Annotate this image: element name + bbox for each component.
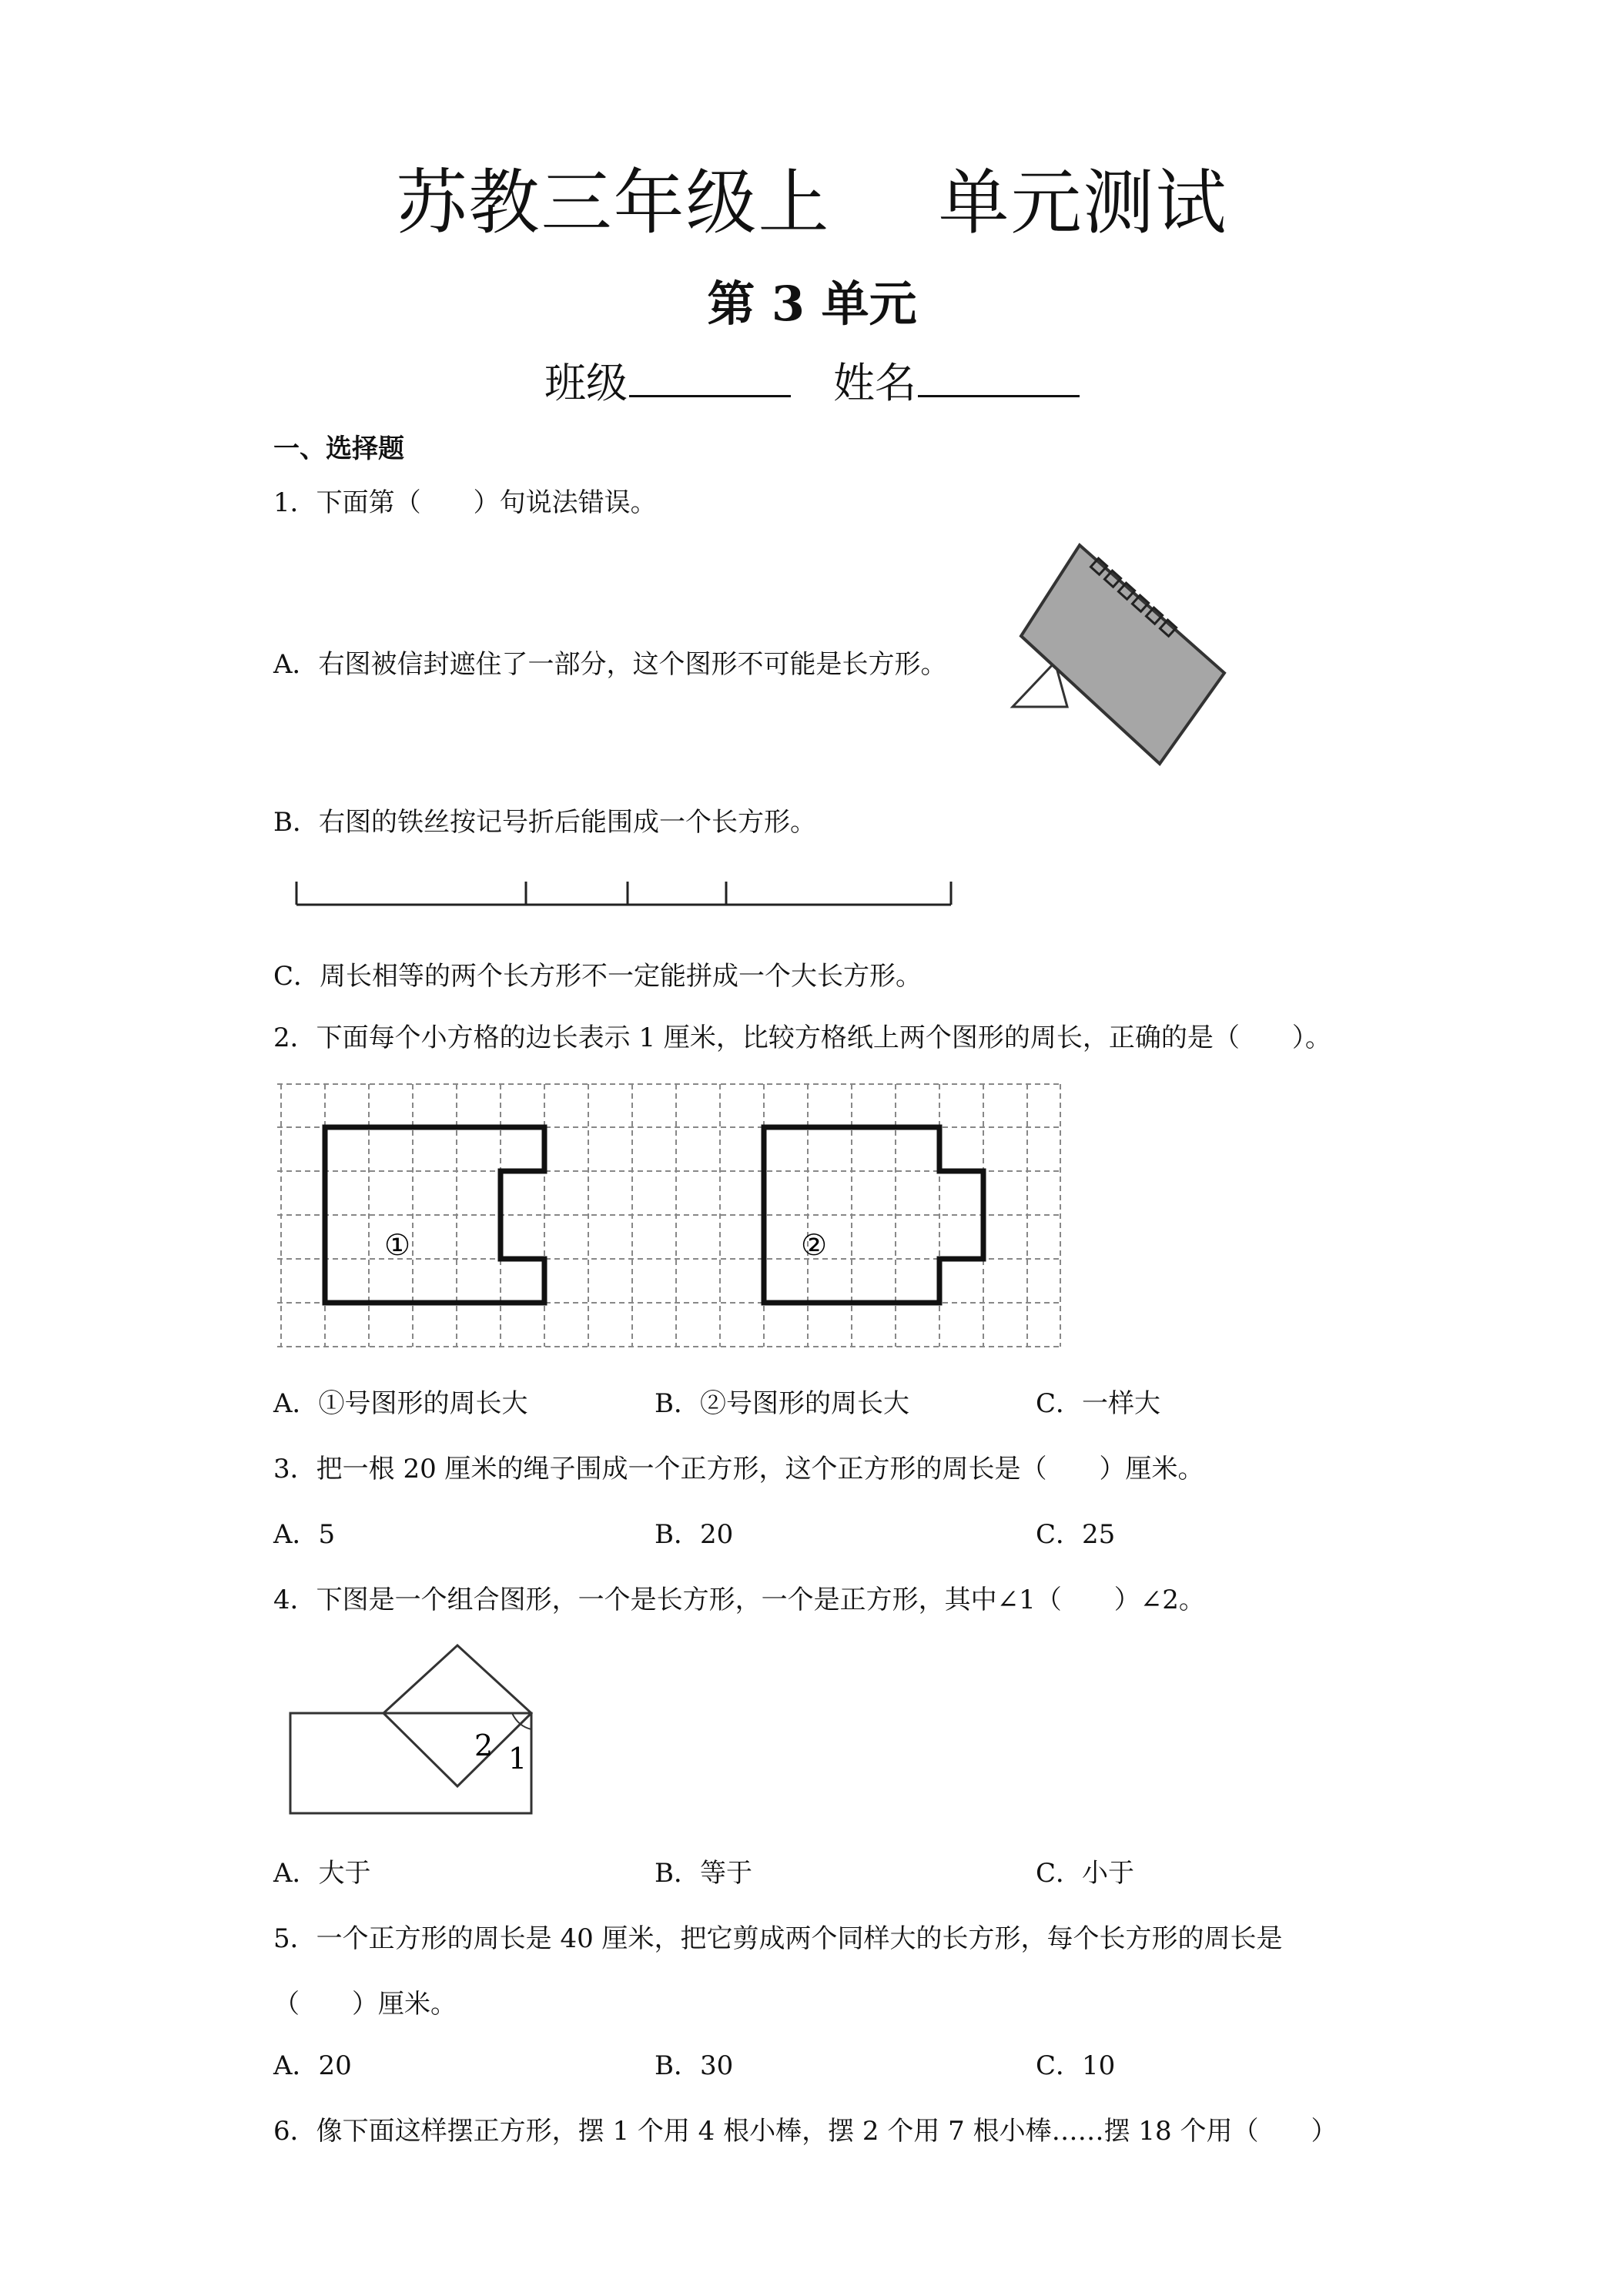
question-5-stem-line1: 5．一个正方形的周长是 40 厘米，把它剪成两个同样大的长方形，每个长方形的周长是 bbox=[273, 1923, 1283, 1954]
question-3-option-a: A．5 bbox=[273, 1519, 336, 1550]
class-label: 班级 bbox=[544, 359, 628, 407]
name-blank[interactable] bbox=[918, 360, 1080, 397]
angle-1-label: 1 bbox=[508, 1742, 527, 1776]
question-6-stem: 6．像下面这样摆正方形，摆 1 个用 4 根小棒，摆 2 个用 7 根小棒……摆 18 个用（ ） bbox=[273, 2116, 1338, 2147]
question-1-option-b: B．右图的铁丝按记号折后能围成一个长方形。 bbox=[273, 807, 816, 838]
question-3-stem: 3．把一根 20 厘米的绳子围成一个正方形，这个正方形的周长是（ ）厘米。 bbox=[273, 1454, 1204, 1484]
section-heading: 一、选择题 bbox=[273, 433, 404, 464]
question-4-option-c: C．小于 bbox=[1036, 1858, 1135, 1889]
question-5-stem-line2: （ ）厘米。 bbox=[273, 1989, 457, 2020]
question-1-option-a: A．右图被信封遮住了一部分，这个图形不可能是长方形。 bbox=[273, 649, 947, 680]
title-right: 单元测试 bbox=[938, 162, 1228, 244]
question-1-option-c: C．周长相等的两个长方形不一定能拼成一个大长方形。 bbox=[273, 961, 922, 992]
unit-subtitle: 第 3 单元 bbox=[707, 276, 917, 332]
class-name-line bbox=[0, 350, 1624, 410]
name-label: 姓名 bbox=[833, 359, 916, 407]
question-2-stem: 2．下面每个小方格的边长表示 1 厘米，比较方格纸上两个图形的周长，正确的是（ ）。 bbox=[273, 1022, 1331, 1053]
page-title bbox=[0, 146, 1624, 248]
question-3-option-c: C．25 bbox=[1036, 1519, 1116, 1550]
envelope-shape bbox=[1021, 545, 1224, 764]
question-5-option-c: C．10 bbox=[1036, 2050, 1116, 2081]
question-5-option-a: A．20 bbox=[273, 2050, 352, 2081]
question-2-option-c: C．一样大 bbox=[1036, 1388, 1161, 1419]
question-4-option-b: B．等于 bbox=[655, 1858, 752, 1889]
question-3-option-b: B．20 bbox=[655, 1519, 734, 1550]
wire-marks bbox=[296, 882, 951, 905]
question-2-option-a: A．①号图形的周长大 bbox=[273, 1388, 528, 1419]
grid-figure bbox=[277, 1078, 1066, 1355]
question-2-option-b: B．②号图形的周长大 bbox=[655, 1388, 909, 1419]
wire-figure bbox=[289, 874, 959, 912]
grid-lines bbox=[277, 1084, 1063, 1347]
rectangle-shape bbox=[290, 1713, 531, 1813]
question-4-stem: 4．下图是一个组合图形，一个是长方形，一个是正方形，其中∠1（ ）∠2。 bbox=[273, 1585, 1205, 1615]
shape-2-label: ② bbox=[801, 1228, 828, 1262]
composite-figure bbox=[285, 1640, 539, 1821]
shape-1-label: ① bbox=[384, 1228, 411, 1262]
question-1-stem: 1．下面第（ ）句说法错误。 bbox=[273, 487, 657, 518]
class-blank[interactable] bbox=[629, 360, 791, 397]
angle-2-label: 2 bbox=[474, 1729, 494, 1762]
envelope-figure bbox=[1009, 539, 1247, 778]
question-4-option-a: A．大于 bbox=[273, 1858, 371, 1889]
title-left: 苏教三年级上 bbox=[396, 162, 831, 244]
question-5-option-b: B．30 bbox=[655, 2050, 734, 2081]
